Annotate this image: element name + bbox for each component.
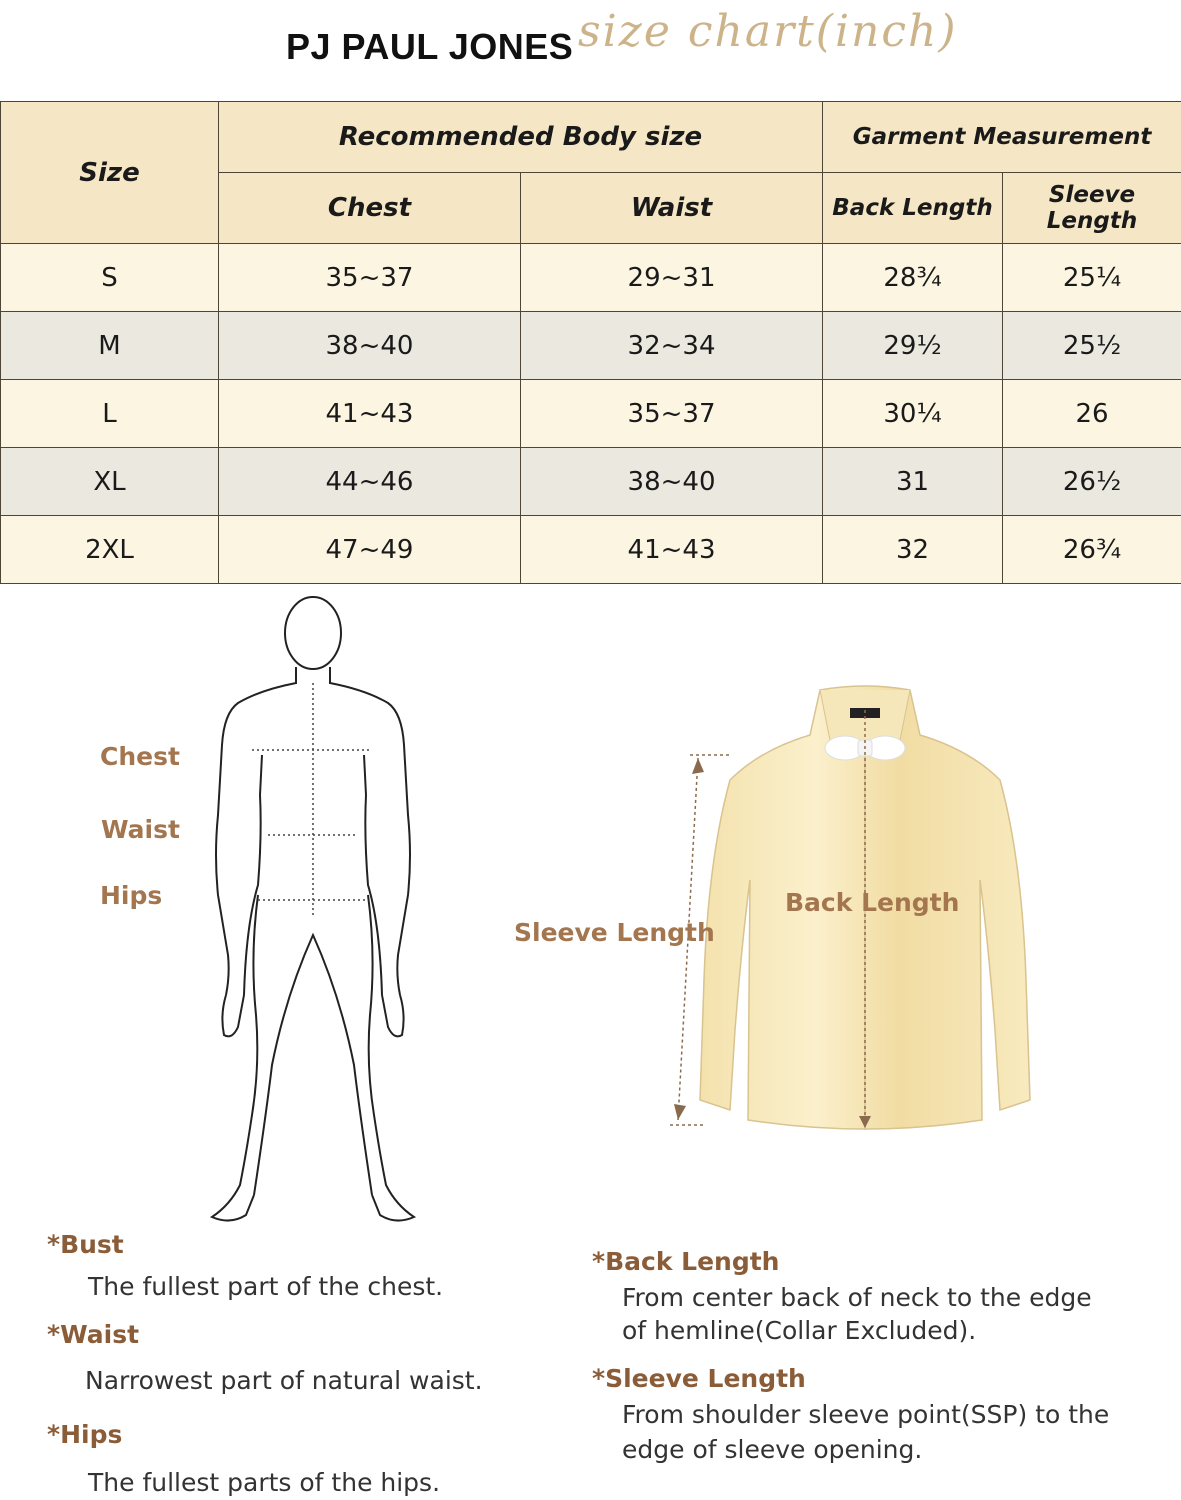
cell-waist: 41~43 (521, 516, 823, 584)
cell-sleeve-length: 26½ (1003, 448, 1181, 516)
table-row (1, 516, 1181, 584)
size-chart-script: size chart(inch) (578, 6, 958, 57)
col-sleeve-length: Sleeve Length (1003, 173, 1181, 244)
star-icon: * (47, 1230, 61, 1259)
col-chest: Chest (219, 173, 521, 244)
cell-size: M (1, 312, 219, 380)
size-header: Size (1, 102, 219, 244)
sleeve-length-label: Sleeve Length (514, 918, 715, 947)
bust-note-title (47, 1230, 124, 1259)
table-row (1, 380, 1181, 448)
cell-sleeve-length: 26 (1003, 380, 1181, 448)
sleeve-length-note-line1: From shoulder sleeve point(SSP) to the (622, 1400, 1110, 1429)
garment-group-header: Garment Measurement (823, 102, 1181, 173)
col-back-length: Back Length (823, 173, 1003, 244)
cell-size: S (1, 244, 219, 312)
sleeve-title-text: Sleeve Length (605, 1364, 806, 1393)
cell-back-length: 31 (823, 448, 1003, 516)
back-length-note-line2: of hemline(Collar Excluded). (622, 1316, 977, 1345)
cell-size: L (1, 380, 219, 448)
title-bar (0, 0, 1181, 96)
hips-note-title (47, 1420, 122, 1449)
waist-note-text: Narrowest part of natural waist. (85, 1366, 483, 1395)
star-icon: * (592, 1247, 606, 1276)
chest-label: Chest (100, 742, 180, 771)
brand-name: PJ PAUL JONES (286, 26, 574, 67)
body-size-group-header: Recommended Body size (219, 102, 823, 173)
cell-waist: 32~34 (521, 312, 823, 380)
cell-chest: 35~37 (219, 244, 521, 312)
cell-back-length: 28¾ (823, 244, 1003, 312)
waist-label: Waist (101, 815, 180, 844)
cell-chest: 38~40 (219, 312, 521, 380)
cell-size: XL (1, 448, 219, 516)
waist-note-title (47, 1320, 139, 1349)
waist-title-text: Waist (60, 1320, 140, 1349)
cell-size: 2XL (1, 516, 219, 584)
hips-note-text: The fullest parts of the hips. (88, 1468, 441, 1497)
sleeve-length-note-title (592, 1364, 806, 1393)
cell-chest: 41~43 (219, 380, 521, 448)
hips-title-text: Hips (60, 1420, 123, 1449)
bust-title-text: Bust (60, 1230, 124, 1259)
cell-sleeve-length: 25¼ (1003, 244, 1181, 312)
cell-back-length: 30¼ (823, 380, 1003, 448)
cell-back-length: 32 (823, 516, 1003, 584)
bust-note-text: The fullest part of the chest. (88, 1272, 444, 1301)
back-length-note-title (592, 1247, 779, 1276)
table-row (1, 244, 1181, 312)
cell-chest: 44~46 (219, 448, 521, 516)
cell-waist: 38~40 (521, 448, 823, 516)
cell-sleeve-length: 26¾ (1003, 516, 1181, 584)
body-outline-figure (200, 595, 430, 1230)
cell-waist: 29~31 (521, 244, 823, 312)
star-icon: * (592, 1364, 606, 1393)
cell-back-length: 29½ (823, 312, 1003, 380)
cell-sleeve-length: 25½ (1003, 312, 1181, 380)
size-table (0, 101, 1181, 584)
star-icon: * (47, 1420, 61, 1449)
cell-waist: 35~37 (521, 380, 823, 448)
star-icon: * (47, 1320, 61, 1349)
hips-label: Hips (100, 881, 163, 910)
cell-chest: 47~49 (219, 516, 521, 584)
table-row (1, 312, 1181, 380)
back-length-note-line1: From center back of neck to the edge (622, 1283, 1092, 1312)
back-title-text: Back Length (605, 1247, 780, 1276)
back-length-label: Back Length (785, 888, 960, 917)
col-waist: Waist (521, 173, 823, 244)
table-row (1, 448, 1181, 516)
sleeve-length-note-line2: edge of sleeve opening. (622, 1435, 923, 1464)
